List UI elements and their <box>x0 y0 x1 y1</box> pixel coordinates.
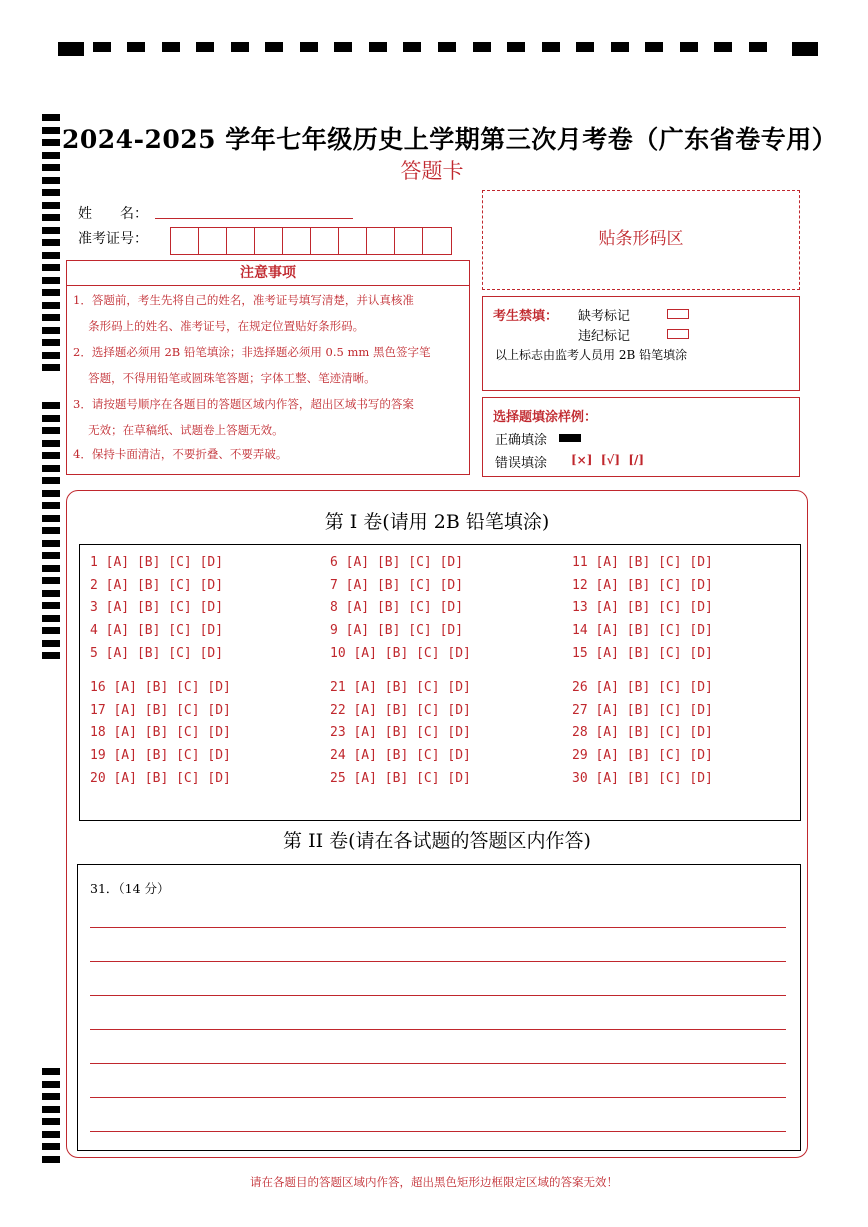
question-18-options[interactable]: 18 [A] [B] [C] [D] <box>90 725 231 740</box>
timing-mark <box>42 1118 60 1125</box>
timing-mark <box>576 42 594 52</box>
notice-item: 条形码上的姓名、准考证号，在规定位置贴好条形码。 <box>73 319 365 333</box>
question-17-options[interactable]: 17 [A] [B] [C] [D] <box>90 703 231 718</box>
timing-mark <box>42 1143 60 1150</box>
timing-mark <box>42 552 60 559</box>
timing-mark <box>42 202 60 209</box>
timing-mark <box>42 127 60 134</box>
question-22-options[interactable]: 22 [A] [B] [C] [D] <box>330 703 471 718</box>
timing-mark <box>42 214 60 221</box>
notice-item: 4．保持卡面清洁，不要折叠、不要弄破。 <box>73 447 288 461</box>
question-28-options[interactable]: 28 [A] [B] [C] [D] <box>572 725 713 740</box>
question-25-options[interactable]: 25 [A] [B] [C] [D] <box>330 771 471 786</box>
question-16-options[interactable]: 16 [A] [B] [C] [D] <box>90 680 231 695</box>
timing-mark <box>42 402 60 409</box>
answer-line <box>90 961 786 962</box>
answer-line <box>90 1029 786 1030</box>
wrong-fill-marks: [×] [√] [/] <box>571 453 645 467</box>
timing-mark <box>42 239 60 246</box>
timing-mark <box>58 42 84 56</box>
timing-mark <box>714 42 732 52</box>
timing-mark <box>127 42 145 52</box>
notice-item: 无效；在草稿纸、试题卷上答题无效。 <box>73 423 284 437</box>
timing-mark <box>542 42 560 52</box>
absent-mark-box[interactable] <box>667 309 689 319</box>
absent-label: 缺考标记 <box>578 309 631 324</box>
answer-line <box>90 995 786 996</box>
answer-line <box>90 1131 786 1132</box>
answer-line <box>90 1097 786 1098</box>
forbidden-note: 以上标志由监考人员用 2B 铅笔填涂 <box>495 348 688 362</box>
notice-item: 2．选择题必须用 2B 铅笔填涂；非选择题必须用 0.5 mm 黑色签字笔 <box>73 345 431 359</box>
correct-fill-mark <box>559 434 581 442</box>
timing-mark <box>42 314 60 321</box>
timing-mark <box>42 527 60 534</box>
notice-item: 答题，不得用铅笔或圆珠笔答题；字体工整、笔迹清晰。 <box>73 371 376 385</box>
timing-mark <box>162 42 180 52</box>
fill-sample-box <box>482 397 800 477</box>
correct-label: 正确填涂 <box>495 433 548 448</box>
timing-mark <box>645 42 663 52</box>
timing-mark <box>42 427 60 434</box>
timing-mark <box>42 565 60 572</box>
timing-mark <box>369 42 387 52</box>
question-12-options[interactable]: 12 [A] [B] [C] [D] <box>572 578 713 593</box>
notice-box <box>66 260 470 475</box>
timing-mark <box>42 1081 60 1088</box>
notice-item: 3．请按题号顺序在各题目的答题区域内作答，超出区域书写的答案 <box>73 397 414 411</box>
timing-mark <box>42 490 60 497</box>
page-subtitle: 答题卡 <box>400 159 464 183</box>
timing-mark <box>42 540 60 547</box>
timing-mark <box>42 577 60 584</box>
timing-mark <box>42 139 60 146</box>
notice-title: 注意事项 <box>67 261 469 286</box>
timing-mark <box>42 227 60 234</box>
question-24-options[interactable]: 24 [A] [B] [C] [D] <box>330 748 471 763</box>
forbidden-title: 考生禁填： <box>493 309 559 324</box>
timing-mark <box>792 42 818 56</box>
timing-mark <box>42 415 60 422</box>
question-26-options[interactable]: 26 [A] [B] [C] [D] <box>572 680 713 695</box>
question-31-label: 31．（14 分） <box>90 881 170 896</box>
timing-mark <box>42 590 60 597</box>
timing-mark <box>42 327 60 334</box>
violation-label: 违纪标记 <box>578 329 631 344</box>
question-4-options[interactable]: 4 [A] [B] [C] [D] <box>90 623 224 638</box>
timing-mark <box>403 42 421 52</box>
timing-mark <box>42 1106 60 1113</box>
section1-title: 第 I 卷(请用 2B 铅笔填涂) <box>324 511 550 533</box>
question-10-options[interactable]: 10 [A] [B] [C] [D] <box>330 646 471 661</box>
question-20-options[interactable]: 20 [A] [B] [C] [D] <box>90 771 231 786</box>
question-9-options[interactable]: 9 [A] [B] [C] [D] <box>330 623 464 638</box>
timing-mark <box>42 477 60 484</box>
timing-mark <box>42 302 60 309</box>
notice-item: 1．答题前，考生先将自己的姓名，准考证号填写清楚，并认真核准 <box>73 293 414 307</box>
timing-mark <box>42 189 60 196</box>
timing-mark <box>42 177 60 184</box>
timing-mark <box>42 440 60 447</box>
footer-warning: 请在各题目的答题区域内作答，超出黑色矩形边框限定区域的答案无效！ <box>250 1175 618 1189</box>
timing-mark <box>42 364 60 371</box>
timing-mark <box>680 42 698 52</box>
timing-mark <box>42 515 60 522</box>
sample-title: 选择题填涂样例： <box>493 410 598 425</box>
question-27-options[interactable]: 27 [A] [B] [C] [D] <box>572 703 713 718</box>
timing-mark <box>507 42 525 52</box>
timing-mark <box>196 42 214 52</box>
timing-mark <box>42 1131 60 1138</box>
timing-mark <box>42 264 60 271</box>
timing-mark <box>42 277 60 284</box>
timing-mark <box>42 289 60 296</box>
violation-mark-box[interactable] <box>667 329 689 339</box>
timing-mark <box>42 615 60 622</box>
timing-mark <box>42 152 60 159</box>
timing-mark <box>42 164 60 171</box>
timing-mark <box>611 42 629 52</box>
question-15-options[interactable]: 15 [A] [B] [C] [D] <box>572 646 713 661</box>
top-timing-marks <box>58 42 818 56</box>
timing-mark <box>42 1156 60 1163</box>
timing-mark <box>334 42 352 52</box>
timing-mark <box>42 627 60 634</box>
question-29-options[interactable]: 29 [A] [B] [C] [D] <box>572 748 713 763</box>
wrong-label: 错误填涂 <box>495 456 548 471</box>
name-label: 姓 名： <box>78 206 148 222</box>
timing-mark <box>42 640 60 647</box>
question-1-options[interactable]: 1 [A] [B] [C] [D] <box>90 555 224 570</box>
timing-mark <box>749 42 767 52</box>
forbidden-box <box>482 296 800 391</box>
question-19-options[interactable]: 19 [A] [B] [C] [D] <box>90 748 231 763</box>
timing-mark <box>42 602 60 609</box>
question-7-options[interactable]: 7 [A] [B] [C] [D] <box>330 578 464 593</box>
exam-id-label: 准考证号： <box>78 231 148 247</box>
page-title: 2024-2025 学年七年级历史上学期第三次月考卷（广东省卷专用） <box>62 125 838 154</box>
timing-mark <box>42 1093 60 1100</box>
section2-title: 第 II 卷(请在各试题的答题区内作答) <box>283 830 591 852</box>
timing-mark <box>473 42 491 52</box>
timing-mark <box>42 252 60 259</box>
timing-mark <box>265 42 283 52</box>
timing-mark <box>438 42 456 52</box>
timing-mark <box>42 502 60 509</box>
question-2-options[interactable]: 2 [A] [B] [C] [D] <box>90 578 224 593</box>
question-8-options[interactable]: 8 [A] [B] [C] [D] <box>330 600 464 615</box>
question-30-options[interactable]: 30 [A] [B] [C] [D] <box>572 771 713 786</box>
question-6-options[interactable]: 6 [A] [B] [C] [D] <box>330 555 464 570</box>
timing-mark <box>42 1068 60 1075</box>
name-field[interactable] <box>155 217 353 219</box>
question-3-options[interactable]: 3 [A] [B] [C] [D] <box>90 600 224 615</box>
timing-mark <box>42 339 60 346</box>
question-13-options[interactable]: 13 [A] [B] [C] [D] <box>572 600 713 615</box>
timing-mark <box>42 352 60 359</box>
timing-mark <box>42 465 60 472</box>
timing-mark <box>300 42 318 52</box>
question-11-options[interactable]: 11 [A] [B] [C] [D] <box>572 555 713 570</box>
answer-line <box>90 1063 786 1064</box>
question-14-options[interactable]: 14 [A] [B] [C] [D] <box>572 623 713 638</box>
question-21-options[interactable]: 21 [A] [B] [C] [D] <box>330 680 471 695</box>
timing-mark <box>231 42 249 52</box>
barcode-area: 贴条形码区 <box>482 190 800 290</box>
timing-mark <box>42 114 60 121</box>
question-5-options[interactable]: 5 [A] [B] [C] [D] <box>90 646 224 661</box>
timing-mark <box>42 652 60 659</box>
timing-mark <box>93 42 111 52</box>
timing-mark <box>42 452 60 459</box>
exam-id-boxes[interactable] <box>170 227 452 255</box>
essay-answer-box[interactable] <box>77 864 801 1151</box>
question-23-options[interactable]: 23 [A] [B] [C] [D] <box>330 725 471 740</box>
answer-line <box>90 927 786 928</box>
multiple-choice-box <box>79 544 801 821</box>
